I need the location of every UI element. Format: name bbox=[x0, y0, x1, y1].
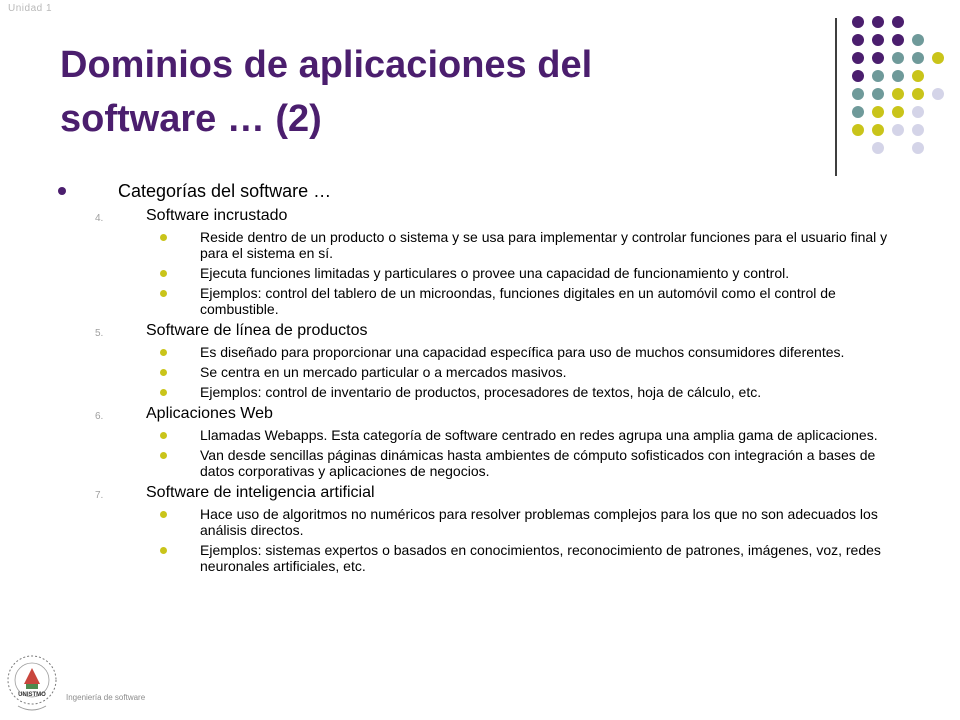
bullet-text: Se centra en un mercado particular o a mercados masivos. bbox=[200, 364, 567, 380]
category-bullet bbox=[58, 344, 918, 360]
deco-dot bbox=[892, 88, 904, 100]
bullet-text: Es diseñado para proporcionar una capacidad específica para uso de muchos consumidores diferentes. bbox=[200, 344, 845, 360]
category-bullet bbox=[58, 427, 918, 443]
unit-label: Unidad 1 bbox=[8, 3, 53, 14]
category-item bbox=[58, 206, 918, 317]
category-item bbox=[58, 404, 918, 479]
deco-dot bbox=[892, 16, 904, 28]
deco-dot bbox=[872, 70, 884, 82]
category-bullet bbox=[58, 506, 918, 538]
bullet-dot bbox=[160, 452, 167, 459]
decorative-dot-grid bbox=[852, 16, 952, 156]
bullet-text: Ejemplos: control de inventario de productos, procesadores de textos, hoja de cálculo, etc. bbox=[200, 384, 762, 400]
category-number: 4. bbox=[95, 213, 104, 224]
main-bullet bbox=[58, 178, 918, 204]
deco-dot bbox=[912, 106, 924, 118]
deco-dot bbox=[892, 52, 904, 64]
deco-dot bbox=[852, 106, 864, 118]
deco-dot bbox=[872, 124, 884, 136]
category-bullet bbox=[58, 384, 918, 400]
deco-dot bbox=[852, 52, 864, 64]
deco-dot bbox=[892, 124, 904, 136]
category-number: 5. bbox=[95, 328, 104, 339]
bullet-text: Ejemplos: sistemas expertos o basados en conocimientos, reconocimiento de patrones, imágenes, voz, redes neuronales artificiales, etc. bbox=[200, 542, 881, 574]
deco-dot bbox=[912, 142, 924, 154]
deco-dot bbox=[872, 16, 884, 28]
category-item bbox=[58, 483, 918, 574]
category-bullet bbox=[58, 285, 918, 317]
category-bullet bbox=[58, 229, 918, 261]
category-title: Software incrustado bbox=[146, 207, 288, 224]
deco-dot bbox=[912, 34, 924, 46]
deco-dot bbox=[892, 70, 904, 82]
category-bullet bbox=[58, 265, 918, 281]
deco-dot bbox=[852, 16, 864, 28]
category-number: 6. bbox=[95, 411, 104, 422]
logo-text: UNISTMO bbox=[18, 692, 46, 698]
category-title: Software de línea de productos bbox=[146, 322, 368, 339]
bullet-text: Reside dentro de un producto o sistema y se usa para implementar y controlar funciones para el usuario final y para el sistema en sí. bbox=[200, 229, 888, 261]
bullet-dot bbox=[160, 369, 167, 376]
decorative-divider bbox=[835, 18, 837, 176]
bullet-dot bbox=[160, 270, 167, 277]
category-header bbox=[58, 483, 918, 503]
slide-title-line-2: software … (2) bbox=[60, 98, 322, 140]
category-bullet bbox=[58, 447, 918, 479]
deco-dot bbox=[852, 34, 864, 46]
deco-dot bbox=[912, 52, 924, 64]
slide-title bbox=[60, 38, 760, 146]
bullet-dot bbox=[160, 511, 167, 518]
deco-dot bbox=[872, 52, 884, 64]
bullet-text: Ejecuta funciones limitadas y particulares o provee una capacidad de funcionamiento y control. bbox=[200, 265, 790, 281]
deco-dot bbox=[932, 88, 944, 100]
footer-text: Ingeniería de software bbox=[66, 693, 146, 702]
bullet-dot bbox=[160, 290, 167, 297]
university-seal-logo bbox=[4, 650, 60, 716]
deco-dot bbox=[852, 88, 864, 100]
slide-title-line-1: Dominios de aplicaciones del bbox=[60, 44, 593, 86]
bullet-dot bbox=[160, 349, 167, 356]
main-bullet-text: Categorías del software … bbox=[118, 181, 332, 201]
category-number: 7. bbox=[95, 490, 104, 501]
category-item bbox=[58, 321, 918, 400]
deco-dot bbox=[872, 142, 884, 154]
bullet-text: Hace uso de algoritmos no numéricos para resolver problemas complejos para los que no son adecuados los análisis directos. bbox=[200, 506, 878, 538]
deco-dot bbox=[932, 52, 944, 64]
bullet-dot bbox=[160, 389, 167, 396]
category-title: Aplicaciones Web bbox=[146, 405, 273, 422]
deco-dot bbox=[872, 34, 884, 46]
slide-content bbox=[58, 178, 918, 578]
deco-dot bbox=[852, 124, 864, 136]
bullet-dot bbox=[160, 432, 167, 439]
bullet-text: Llamadas Webapps. Esta categoría de software centrado en redes agrupa una amplia gama de aplicaciones. bbox=[200, 427, 878, 443]
deco-dot bbox=[852, 70, 864, 82]
deco-dot bbox=[872, 88, 884, 100]
category-title: Software de inteligencia artificial bbox=[146, 484, 375, 501]
category-header bbox=[58, 321, 918, 341]
deco-dot bbox=[912, 88, 924, 100]
bullet-dot bbox=[58, 187, 66, 195]
category-header bbox=[58, 206, 918, 226]
category-header bbox=[58, 404, 918, 424]
category-bullet bbox=[58, 364, 918, 380]
bullet-dot bbox=[160, 547, 167, 554]
deco-dot bbox=[892, 106, 904, 118]
bullet-text: Van desde sencillas páginas dinámicas hasta ambientes de cómputo sofisticados con integración a bases de datos corporativas y aplicaciones de negocios. bbox=[200, 447, 876, 479]
deco-dot bbox=[912, 70, 924, 82]
bullet-dot bbox=[160, 234, 167, 241]
deco-dot bbox=[892, 34, 904, 46]
deco-dot bbox=[912, 124, 924, 136]
category-bullet bbox=[58, 542, 918, 574]
bullet-text: Ejemplos: control del tablero de un microondas, funciones digitales en un automóvil como el control de combustible. bbox=[200, 285, 836, 317]
deco-dot bbox=[872, 106, 884, 118]
